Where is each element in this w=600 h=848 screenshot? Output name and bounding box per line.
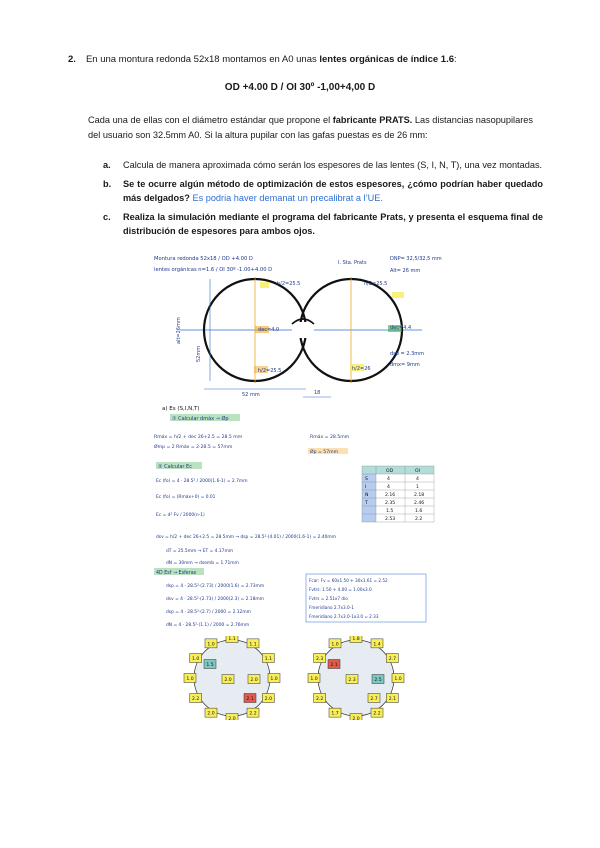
section-a: a) Es (S,I,N,T) — [162, 406, 200, 412]
task-list — [103, 158, 543, 243]
table-cell: 4 — [387, 477, 390, 482]
scheme-outer-value: 1.1 — [264, 657, 273, 662]
scheme-outer-value: 1.0 — [331, 642, 339, 648]
frame-diagram — [176, 277, 424, 398]
header-right-3: Alt= 26 mm — [390, 268, 421, 274]
table-cell: 2.46 — [414, 501, 425, 506]
table-cell: 2.2 — [415, 517, 423, 522]
scheme-outer-value: 1.7 — [331, 711, 339, 717]
question-intro-end: : — [454, 54, 457, 65]
scheme-outer-value: 2.0 — [228, 717, 236, 720]
calc-line: Rmáx = h/2 + dec 26+2.5 = 28.5 mm — [154, 435, 243, 440]
table-cell: 4 — [416, 477, 419, 482]
label-bottom-left: h/2=25.5 — [258, 368, 282, 374]
label-bottom-right: h/2=26 — [352, 366, 371, 372]
label-top-left: h/2=25.5 — [277, 281, 301, 287]
table-cell: T — [365, 501, 368, 506]
step3-line: dT = 25.5mm → ET = 4.17mm — [166, 549, 233, 554]
item-text-bold: programa del fabricante Prats — [272, 211, 404, 222]
scheme-outer-value: 2.3 — [315, 657, 324, 662]
scheme-inner-value: 2.7 — [370, 697, 378, 702]
label-right-note-2: dmx= 9mm — [390, 362, 420, 368]
box-line: Fcar: Fv = 60x1.50 + 30x1.61 = 2.52 — [309, 578, 388, 583]
scheme-outer-value: 2.2 — [191, 697, 200, 702]
scheme-outer-value: 2.0 — [207, 711, 215, 717]
scheme-left — [184, 636, 280, 720]
item-text-bold: Se te ocurre algún método de optimización de estos espesores, ¿cómo podrían haber quedado más delgados? — [123, 178, 543, 203]
ec-line: Ec (fo) = (Rmáx+0) = 0.01 — [156, 495, 216, 500]
step3-line: dsv = h/2 + dec 26+2.5 = 28.5mm → dsp = 28.5²·(4.01) / 2000(1.6-1) = 2.40mm — [156, 535, 336, 540]
scheme-outer-value: 2.2 — [249, 711, 257, 717]
header-left-2: lentes orgánicas n=1.6 / OI 30º -1.00+4.00 D — [154, 267, 273, 273]
oi-line: dsp = 4 · 28.5²·(2.73) / 2000(1.6) = 2.73mm — [166, 584, 265, 589]
calc-line: Øp = 57mm — [310, 450, 339, 455]
table-cell: I — [365, 485, 367, 490]
step-1: ① Calcular dmáx → Øp — [172, 416, 229, 422]
scheme-right — [308, 636, 404, 720]
oi-line: dN = 4 · 28.5²·(1.1) / 2000 = 2.76mm — [166, 623, 250, 628]
table-cell: 1.5 — [386, 509, 394, 514]
step-2: ② Calcular Ec — [158, 464, 192, 470]
scheme-outer-value: 1.1 — [249, 642, 257, 648]
item-text — [123, 177, 543, 206]
scheme-outer-value: 1.0 — [191, 657, 200, 662]
scheme-outer-value: 1.0 — [310, 677, 318, 682]
scheme-outer-value: 2.0 — [264, 697, 273, 702]
table-cell: N — [365, 493, 369, 498]
item-letter: c. — [103, 211, 111, 222]
thickness-schemes — [166, 636, 424, 720]
label-top-right: h/2=25.5 — [364, 281, 388, 287]
prescription-title: OD +4.00 D / OI 30º -1,00+4,00 D — [224, 82, 376, 93]
formula-box — [306, 574, 426, 622]
question-number: 2. — [68, 54, 76, 65]
label-right-note-1: dsp = 2.3mm — [390, 351, 425, 357]
table-cell: 1 — [416, 485, 419, 490]
scheme-outer-value: 1.8 — [352, 637, 360, 642]
scheme-inner-value: 2.5 — [374, 678, 382, 683]
thickness-table — [362, 466, 434, 522]
label-dec-left: dec=4.0 — [258, 327, 280, 333]
item-text: Calcula de manera aproximada cómo serán los espesores de las lentes (S, I, N, T), una vez montadas. — [123, 160, 543, 170]
table-cell: S — [365, 477, 368, 482]
list-item — [103, 158, 543, 173]
scheme-inner-value: 2.1 — [246, 697, 254, 702]
box-line: Fmeridiano 2.7x3.0-1x3.0 = 2.33 — [309, 614, 379, 619]
scheme-outer-value: 1.0 — [394, 677, 402, 682]
item-note: Es podria haver demanat un precalibrat a l’UE. — [189, 193, 383, 203]
item-letter: b. — [103, 178, 112, 189]
item-text — [123, 210, 543, 239]
table-cell: 2.18 — [414, 493, 425, 498]
ec-line: Ec (fo) = 4 · 28.5² / 2000(1.6-1) = 2.7mm — [156, 479, 248, 484]
oi-line: dsp = 4 · 28.5²·(2.7) / 2000 = 2.12mm — [166, 610, 251, 615]
label-height-left: alt=26mm — [176, 317, 182, 344]
table-cell: 2.35 — [385, 501, 396, 506]
table-cell: 1.6 — [415, 509, 423, 514]
box-line: Fvtrs: 1.50 + 4.00 = 1.00x3.0 — [309, 587, 372, 592]
item-letter: a. — [103, 160, 111, 170]
list-item — [103, 177, 543, 206]
box-line: Fmeridiano 2.7x3.0-1 — [309, 605, 354, 610]
box-line: Fvtrs = 2.51x7 dio — [309, 596, 348, 601]
scheme-outer-value: 1.4 — [373, 642, 381, 648]
scheme-outer-value: 1.0 — [186, 677, 194, 682]
label-diam-left: 52mm — [196, 345, 202, 362]
header-left-1: Montura redonda 52x18 / OD +4.00 D — [154, 256, 253, 262]
header-right-1: l. Sta. Prats — [338, 260, 367, 266]
item-text-before: Realiza la simulación mediante el — [123, 211, 273, 222]
table-cell: 2.16 — [385, 493, 396, 498]
statement-paragraph — [88, 113, 533, 143]
item-text-after: , y presenta el esquema final de distribución de espesores para ambos ojos. — [123, 211, 543, 236]
question-intro: En una montura redonda 52x18 montamos en A0 unas — [85, 54, 320, 65]
scheme-outer-value: 2.0 — [352, 717, 360, 720]
header-right-2: DNP= 32,5/32,5 mm — [390, 256, 442, 262]
scheme-inner-value: 2.0 — [250, 678, 258, 683]
paragraph-bold: fabricante PRATS. — [332, 115, 413, 125]
scheme-outer-value: 1.1 — [228, 637, 236, 642]
step-4: 4D Esf → Esferas — [156, 571, 197, 576]
scheme-inner-value: 2.3 — [348, 678, 356, 683]
label-width: 52 mm — [242, 392, 260, 398]
scheme-outer-value: 2.2 — [373, 711, 381, 717]
list-item — [103, 210, 543, 239]
calc-line: Rmáx = 28.5mm — [310, 435, 350, 440]
table-cell: 2.53 — [385, 517, 396, 522]
step3-line: dN = 30mm → dsemb = 1.71mm — [166, 561, 239, 566]
question-intro-bold: lentes orgánicas de índice 1.6 — [319, 54, 455, 65]
scheme-outer-value: 1.0 — [207, 642, 215, 648]
ec-line: Ec = d² Fv / 2000(n-1) — [156, 513, 205, 518]
scheme-inner-value: 2.0 — [224, 678, 232, 683]
table-cell: 4 — [387, 485, 390, 490]
table-header: OI — [415, 469, 420, 474]
paragraph-part1: Cada una de ellas con el diámetro estándar que propone el — [88, 115, 333, 125]
scheme-inner-value: 1.5 — [206, 663, 214, 668]
question-header — [68, 54, 457, 65]
table-header: OD — [386, 469, 394, 474]
scheme-outer-value: 1.0 — [270, 677, 278, 682]
oi-line: dsv = 4 · 28.5²·(2.73) / 2000(2.3) = 2.18mm — [166, 597, 264, 602]
calc-line: Ømp = 2 Rmáx = 2·28.5 = 57mm — [154, 445, 233, 450]
label-bridge: 18 — [314, 390, 321, 396]
scheme-inner-value: 2.1 — [330, 663, 338, 668]
scheme-outer-value: 2.1 — [388, 697, 397, 702]
paragraph-part2: Las distancias nasopupilares del usuario son 32.5mm A0. Si la altura pupilar con las gafas puestas es de 26 mm: — [88, 115, 533, 140]
label-dec-right: dec=4.4 — [390, 325, 412, 331]
scheme-outer-value: 2.2 — [315, 697, 324, 702]
scheme-outer-value: 2.7 — [388, 657, 397, 662]
